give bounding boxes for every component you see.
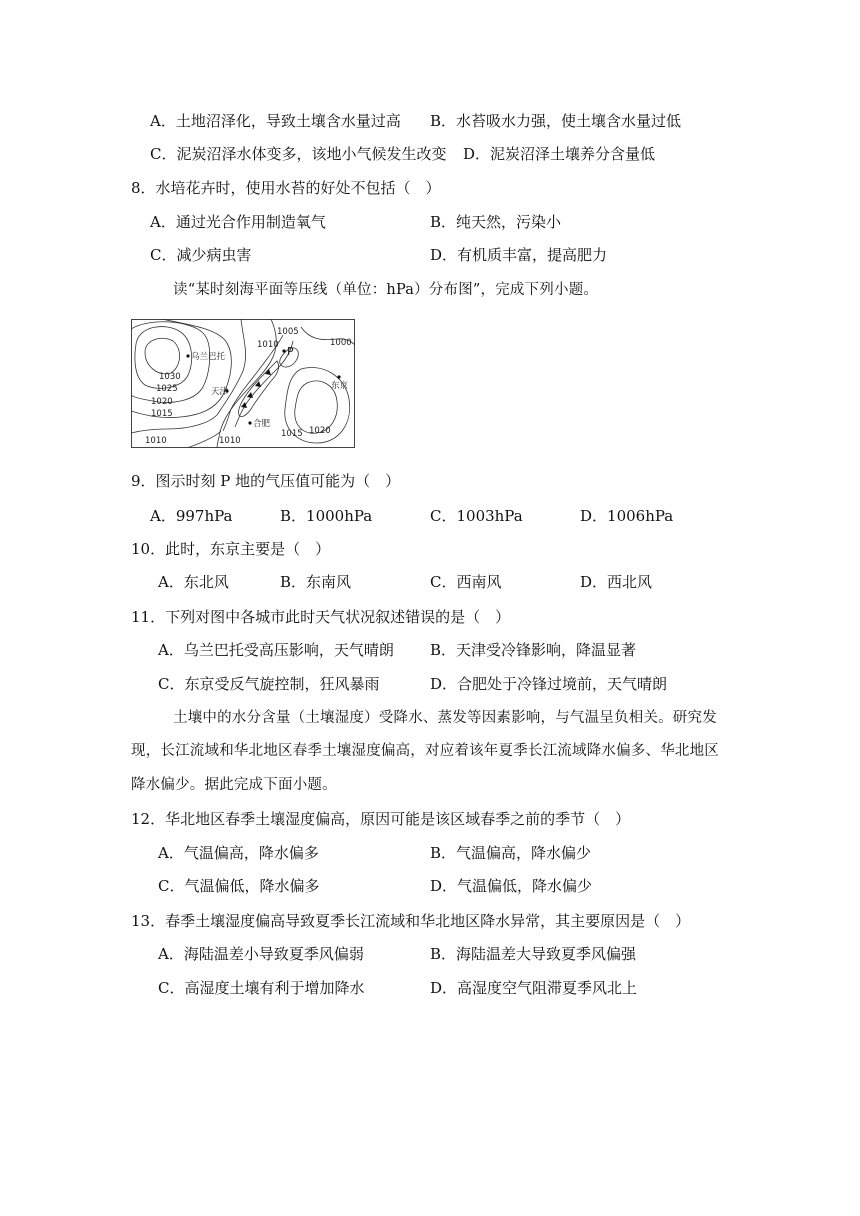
soil-passage-line-2: 现，长江流域和华北地区春季土壤湿度偏高，对应着该年夏季长江流域降水偏多、华北地区 [131,743,719,759]
q12-option-c: C．气温偏低，降水偏多 [158,877,320,895]
q12-option-b: B．气温偏高，降水偏少 [430,844,592,862]
q7-option-c: C．泥炭沼泽水体变多，该地小气候发生改变 [150,145,447,163]
q11-stem: 11．下列对图中各城市此时天气状况叙述错误的是（ ） [131,608,511,626]
q9-option-a: A．997hPa [150,507,233,525]
isobar-label: 1010 [145,436,167,446]
isobar-label: 1015 [151,409,173,419]
q10-option-d: D．西北风 [580,573,653,591]
soil-passage-line-3: 降水偏少。据此完成下面小题。 [131,777,337,793]
isobar-label: 1010 [257,340,279,350]
q8-option-c: C．减少病虫害 [150,246,252,264]
city-label-ulaanbaatar: 乌兰巴托 [191,352,226,362]
q8-option-a: A．通过光合作用制造氧气 [150,213,326,231]
q8-option-b: B．纯天然，污染小 [430,213,562,231]
isobar-label: 1000 [330,338,352,348]
q9-option-d: D．1006hPa [580,507,674,525]
q8-stem: 8．水培花卉时，使用水苔的好处不包括（ ） [131,179,441,197]
isobar-label: 1010 [219,436,241,446]
isobar-label: 1005 [277,327,299,337]
q13-option-d: D．高湿度空气阻滞夏季风北上 [430,979,638,997]
q7-option-a: A．土地沼泽化，导致土壤含水量过高 [150,112,401,130]
q12-option-a: A．气温偏高，降水偏多 [158,844,319,862]
isobar-label: 1015 [281,429,303,439]
q10-option-a: A．东北风 [158,573,229,591]
q11-option-d: D．合肥处于冷锋过境前，天气晴朗 [430,675,668,693]
city-label-tokyo: 东京 [331,381,349,391]
q13-option-c: C．高湿度土壤有利于增加降水 [158,979,365,997]
q13-stem: 13．春季土壤湿度偏高导致夏季长江流域和华北地区降水异常，其主要原因是（ ） [131,912,691,930]
q11-option-a: A．乌兰巴托受高压影响，天气晴朗 [158,641,394,659]
soil-passage-line-1: 土壤中的水分含量（土壤湿度）受降水、蒸发等因素影响，与气温呈负相关。研究发 [173,710,717,726]
point-p-label: P [287,345,294,358]
q10-option-b: B．东南风 [280,573,352,591]
q13-option-a: A．海陆温差小导致夏季风偏弱 [158,945,364,963]
q7-option-d: D．泥炭沼泽土壤养分含量低 [463,145,656,163]
map-intro: 读“某时刻海平面等压线（单位：hPa）分布图”，完成下列小题。 [173,282,599,298]
isobar-label: 1020 [151,397,173,407]
city-label-tianjin: 天津 [211,387,229,397]
city-label-hefei: 合肥 [253,419,271,429]
isobar-label: 1030 [159,372,181,382]
q10-stem: 10．此时，东京主要是（ ） [131,540,331,558]
q9-option-b: B．1000hPa [280,507,373,525]
q12-stem: 12．华北地区春季土壤湿度偏高，原因可能是该区域春季之前的季节（ ） [131,810,631,828]
q9-option-c: C．1003hPa [430,507,523,525]
isobar-label: 1025 [156,384,178,394]
q11-option-c: C．东京受反气旋控制，狂风暴雨 [158,675,380,693]
isobar-label: 1020 [309,426,331,436]
q12-option-d: D．气温偏低，降水偏少 [430,877,593,895]
q8-option-d: D．有机质丰富，提高肥力 [430,246,608,264]
q10-option-c: C．西南风 [430,573,502,591]
q13-option-b: B．海陆温差大导致夏季风偏强 [430,945,637,963]
isobar-map [131,319,355,448]
q7-option-b: B．水苔吸水力强，使土壤含水量过低 [430,112,682,130]
q9-stem: 9．图示时刻 P 地的气压值可能为（ ） [131,472,401,490]
q11-option-b: B．天津受冷锋影响，降温显著 [430,641,637,659]
